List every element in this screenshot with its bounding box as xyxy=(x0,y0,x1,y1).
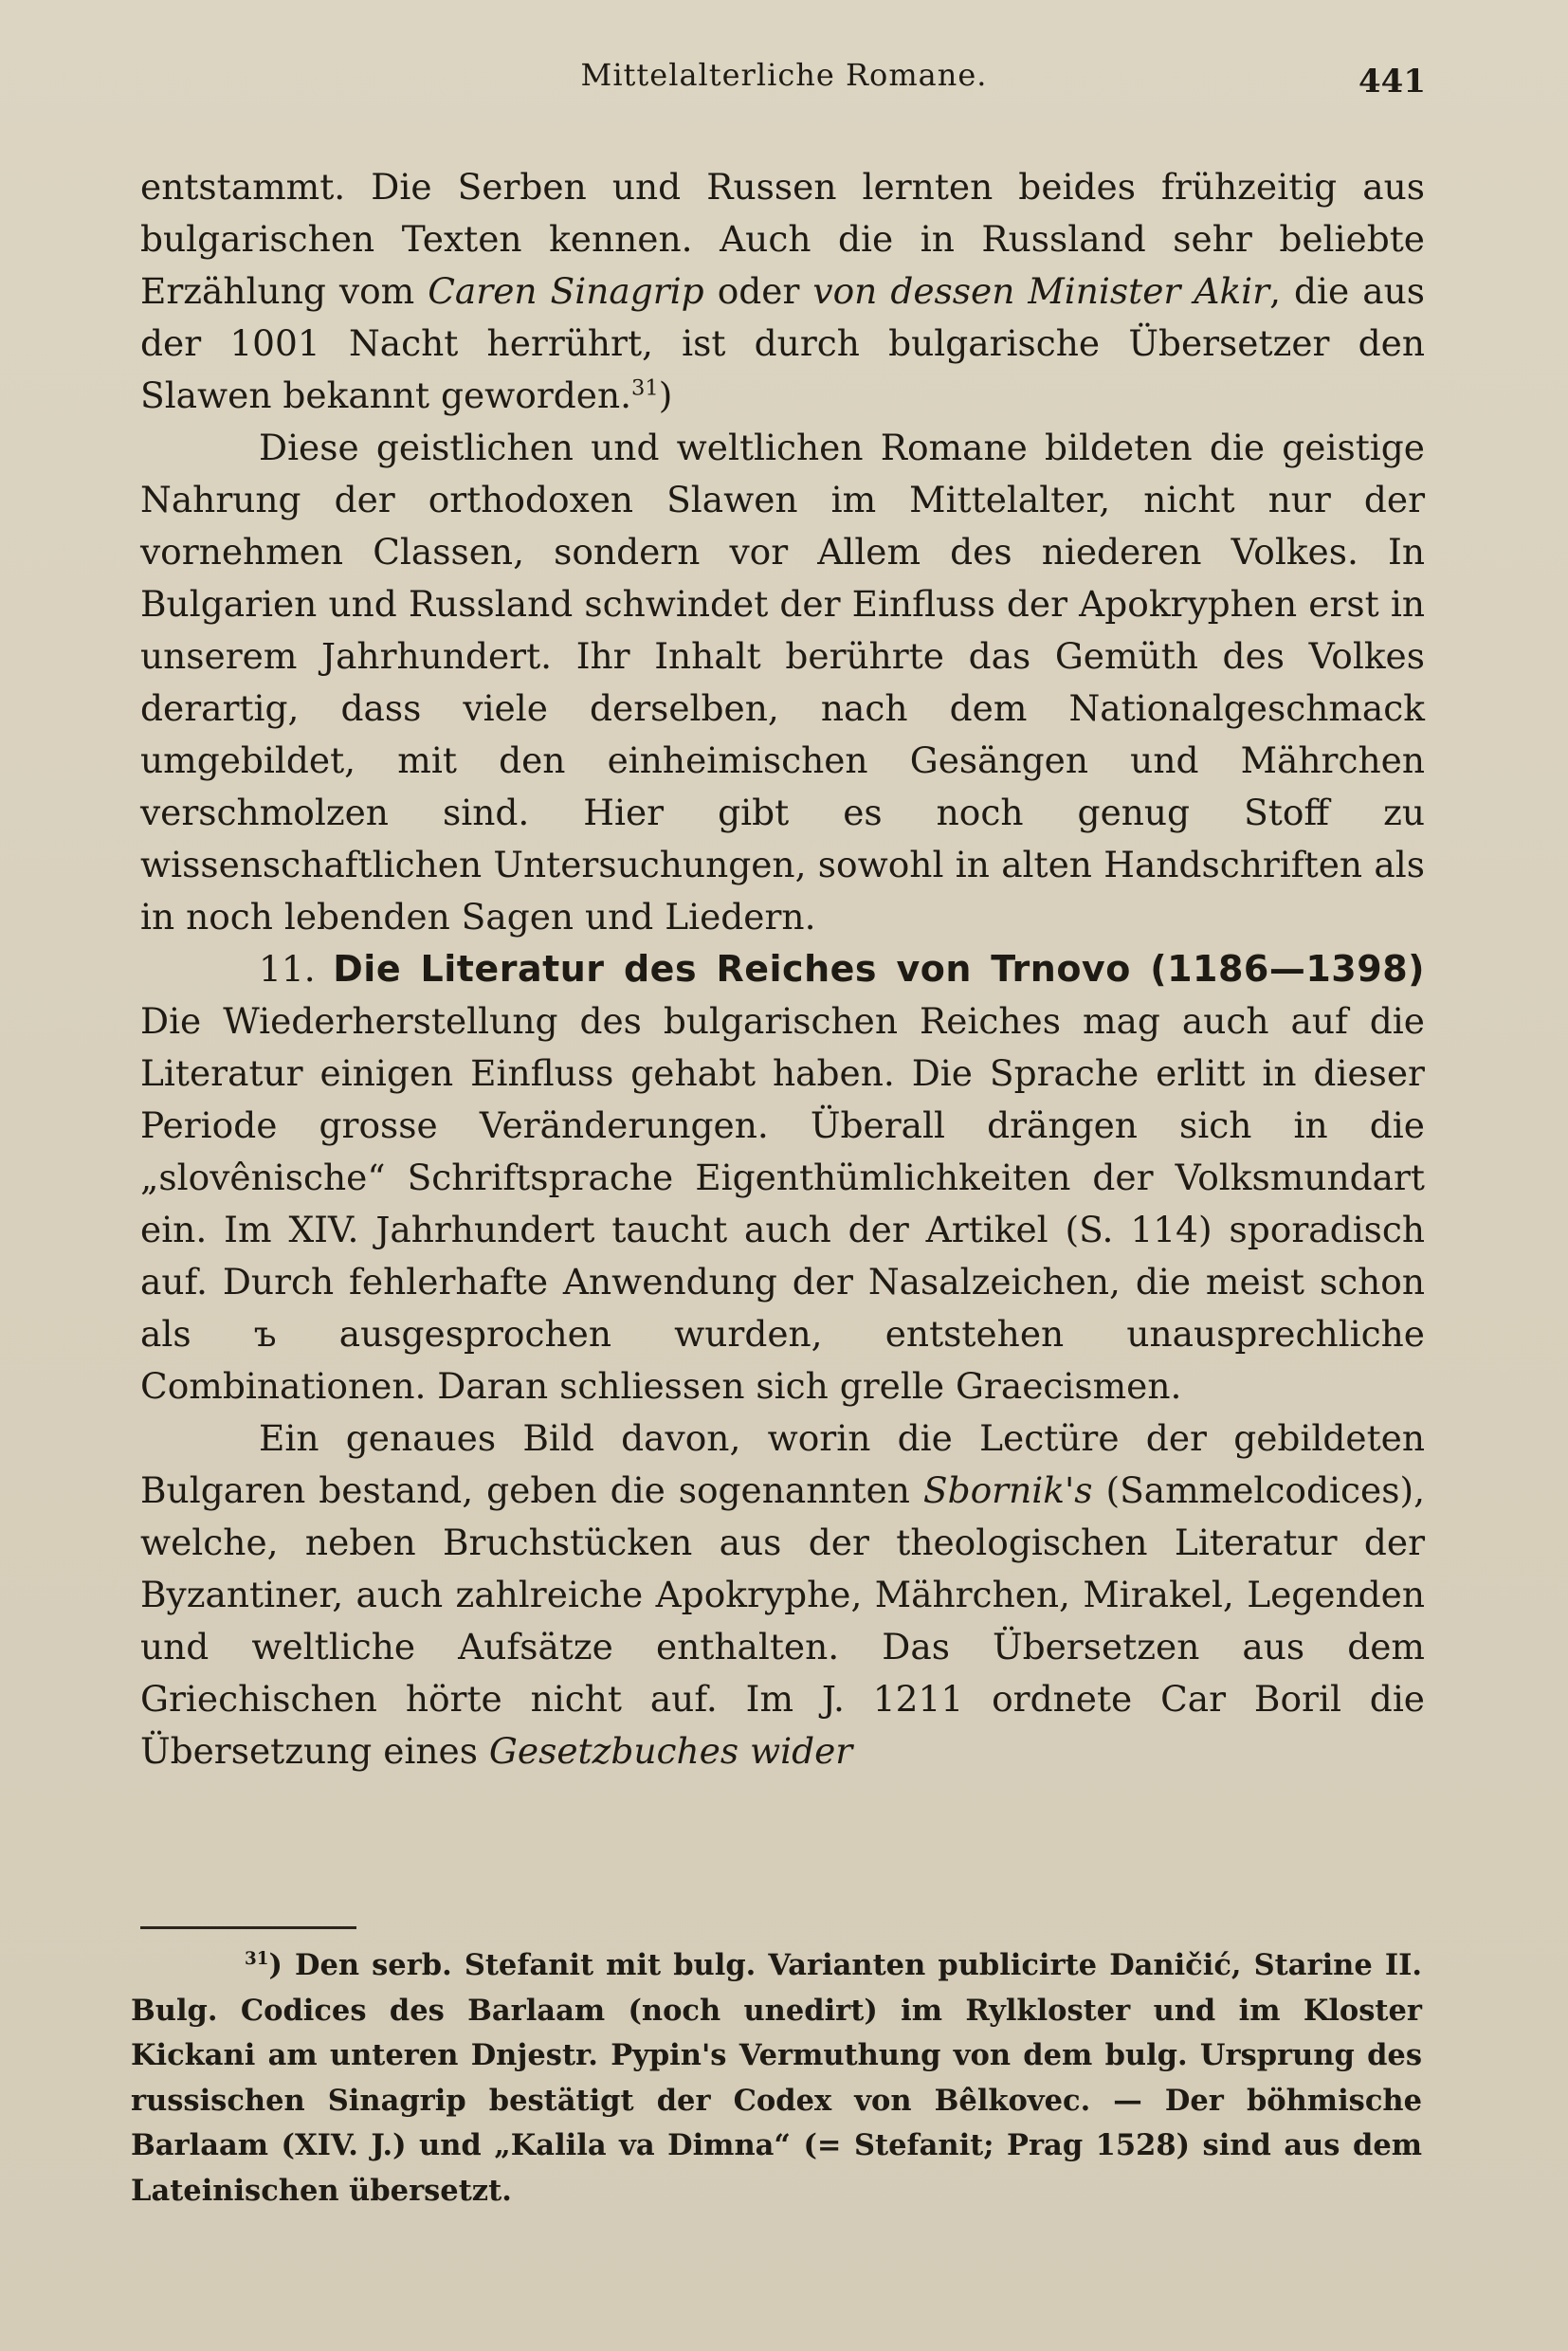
footnote-31 xyxy=(131,1943,1422,2214)
paragraph-continuation xyxy=(140,161,1425,422)
page-number: 441 xyxy=(1358,63,1426,100)
footnote-text: ) Den serb. Stefanit mit bulg. Varianten publicirte Daničić, Starine II. Bulg. Codices des Barlaam (noch unedirt) im Rylkloster und im Kloster Kickani am unteren Dnjestr. Pypin's Vermuthung von dem bulg. Ursprung des russischen Sinagrip bestätigt der Codex von Bêlkovec. — Der böhmische Barlaam (XIV. J.) und „Kalila va Dimna“ (= Stefanit; Prag 1528) sind aus dem Lateinischen übersetzt. xyxy=(131,1948,1422,2208)
paragraph-text: ) xyxy=(658,374,673,416)
paragraph-text: (Sammelcodices), welche, neben Bruchstücken aus der theologischen Literatur der Byzantiner, auch zahlreiche Apokryphe, Mährchen, Mirakel, Legenden und weltliche Aufsätze enthalten. Das Übersetzen aus dem Griechischen hörte nicht auf. Im J. 1211 ordnete Car Boril die Übersetzung eines xyxy=(140,1469,1425,1772)
footnote-reference[interactable]: 31 xyxy=(631,375,659,401)
paragraph-romane: Diese geistlichen und weltlichen Romane bildeten die geistige Nahrung der orthodoxen Slawen im Mittelalter, nicht nur der vornehmen Classen, sondern vor Allem des niederen Volkes. In Bulgarien und Russland schwindet der Einfluss der Apokryphen erst in unserem Jahrhundert. Ihr Inhalt berührte das Gemüth des Volkes derartig, dass viele derselben, nach dem Nationalgeschmack umgebildet, mit den einheimischen Gesängen und Mährchen verschmolzen sind. Hier gibt es noch genug Stoff zu wissenschaftlichen Untersuchungen, sowohl in alten Handschriften als in noch lebenden Sagen und Liedern. xyxy=(140,427,1425,938)
paragraph-text: oder xyxy=(703,270,813,312)
paragraph-text: , die aus der 1001 Nacht herrührt, ist durch bulgarische Übersetzer den Slawen bekannt geworden. xyxy=(140,270,1425,416)
work-title: von dessen Minister Akir xyxy=(812,270,1270,312)
section-heading: Die Literatur des Reiches von Trnovo (1186—1398) xyxy=(333,948,1425,990)
paragraph-text: entstammt. Die Serben und Russen lernten beides frühzeitig aus bulgarischen Texten kennen. Auch die in Russland sehr beliebte Erzählung vom xyxy=(140,166,1425,312)
section-11 xyxy=(140,943,1425,1412)
footnote-marker: 31 xyxy=(245,1948,269,1969)
work-title: Sbornik's xyxy=(922,1469,1093,1511)
work-title: Caren Sinagrip xyxy=(428,270,704,312)
paragraph-text: Ein genaues Bild davon, worin die Lectüre der gebildeten Bulgaren bestand, geben die sogenannten xyxy=(140,1417,1425,1511)
section-body: Die Wiederherstellung des bulgarischen Reiches mag auch auf die Literatur einigen Einfluss gehabt haben. Die Sprache erlitt in dieser Periode grosse Veränderungen. Überall drängen sich in die „slovênische“ Schriftsprache Eigenthümlichkeiten der Volksmundart ein. Im XIV. Jahrhundert taucht auch der Artikel (S. 114) sporadisch auf. Durch fehlerhafte Anwendung der Nasalzeichen, die meist schon als ъ ausgesprochen wurden, entstehen unausprechliche Combinationen. Daran schliessen sich grelle Graecismen. xyxy=(140,1000,1425,1407)
section-number: 11. xyxy=(259,948,316,990)
work-title: Gesetzbuches wider xyxy=(488,1730,853,1772)
running-title: Mittelalterliche Romane. xyxy=(580,57,988,93)
paragraph-sbornik xyxy=(140,1412,1425,1777)
main-text xyxy=(140,161,1425,1777)
footnote-divider xyxy=(140,1926,356,1929)
footnotes xyxy=(131,1943,1422,2214)
